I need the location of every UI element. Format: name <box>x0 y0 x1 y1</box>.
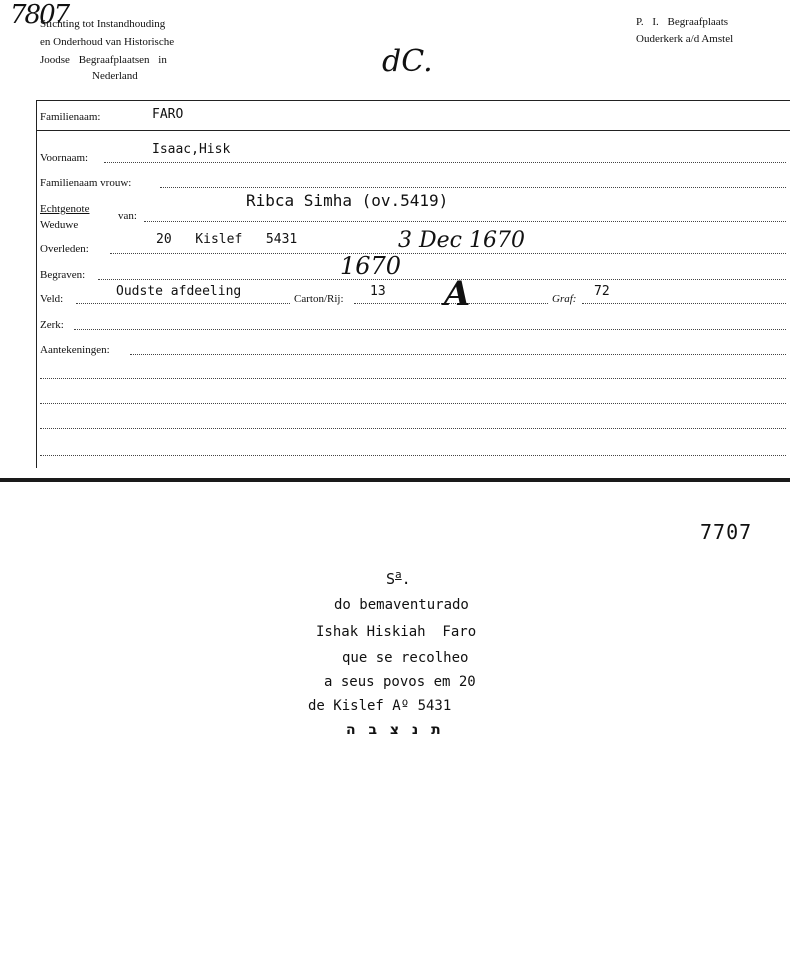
begraven-label: Begraven: <box>40 269 86 281</box>
inscription-line-5: de Kislef Aº 5431 <box>308 698 452 714</box>
overleden-value: 20 Kislef 5431 <box>156 232 298 247</box>
cemetery-line-1: P. I. Begraafplaats <box>636 16 729 28</box>
notes-line-1 <box>40 378 786 379</box>
org-line-2: en Onderhoud van Historische <box>40 36 175 48</box>
org-line-1: Stichting tot Instandhouding <box>40 18 166 30</box>
inscription-line-2: Ishak Hiskiah Faro <box>316 624 477 640</box>
voornaam-label: Voornaam: <box>40 152 89 164</box>
inscription-line-1: do bemaventurado <box>334 597 469 613</box>
handwritten-mark: dC. <box>382 44 433 79</box>
handwritten-card-number: 7807 <box>10 0 69 30</box>
card-left-border <box>36 100 37 468</box>
van-line <box>144 221 786 222</box>
cemetery-line-2: Ouderkerk a/d Amstel <box>636 33 734 45</box>
veld-label: Veld: <box>40 293 64 305</box>
inscription-number: 7707 <box>700 520 753 544</box>
inscription-heading-tail: . <box>401 570 411 588</box>
carton-handwritten-letter: A <box>444 274 471 314</box>
inscription-heading-sup: a <box>395 568 402 581</box>
voornaam-line <box>104 162 786 163</box>
familienaam-vrouw-line <box>160 187 786 188</box>
org-line-4: Nederland <box>92 70 138 82</box>
inscription-line-3: que se recolheo <box>342 650 469 666</box>
overleden-label: Overleden: <box>40 243 89 255</box>
inscription-hebrew: ת נ צ ב ה <box>346 722 445 738</box>
veld-line <box>76 303 290 304</box>
notes-line-2 <box>40 403 786 404</box>
echtgenote-label: Echtgenote <box>40 203 90 215</box>
graf-value: 72 <box>594 284 610 299</box>
veld-value: Oudste afdeeling <box>116 284 242 299</box>
van-value: Ribca Simha (ov.5419) <box>246 191 449 210</box>
familienaam-divider <box>36 130 790 131</box>
zerk-line <box>74 329 786 330</box>
header-divider <box>36 100 790 101</box>
carton-value: 13 <box>370 284 386 299</box>
van-label: van: <box>118 210 137 222</box>
zerk-label: Zerk: <box>40 319 64 331</box>
aantekeningen-line <box>130 354 786 355</box>
carton-label: Carton/Rij: <box>294 293 344 305</box>
begraven-handwritten-year: 1670 <box>340 252 402 280</box>
familienaam-value: FARO <box>152 107 184 122</box>
index-card <box>0 0 790 478</box>
begraven-line <box>98 279 786 280</box>
org-line-3: Joodse Begraafplaatsen in <box>40 54 167 66</box>
graf-line <box>582 303 786 304</box>
familienaam-label: Familienaam: <box>40 111 101 123</box>
inscription-heading <box>386 568 411 588</box>
inscription-card <box>0 478 790 975</box>
inscription-line-4: a seus povos em 20 <box>324 674 476 690</box>
voornaam-value: Isaac,Hisk <box>152 142 231 157</box>
notes-line-4 <box>40 455 786 456</box>
overleden-line <box>110 253 786 254</box>
graf-label: Graf: <box>552 293 577 305</box>
notes-line-3 <box>40 428 786 429</box>
aantekeningen-label: Aantekeningen: <box>40 344 110 356</box>
weduwe-label: Weduwe <box>40 219 79 231</box>
overleden-handwritten-date: 3 Dec 1670 <box>398 228 525 253</box>
familienaam-vrouw-label: Familienaam vrouw: <box>40 177 132 189</box>
inscription-heading-letter: S <box>386 570 396 588</box>
